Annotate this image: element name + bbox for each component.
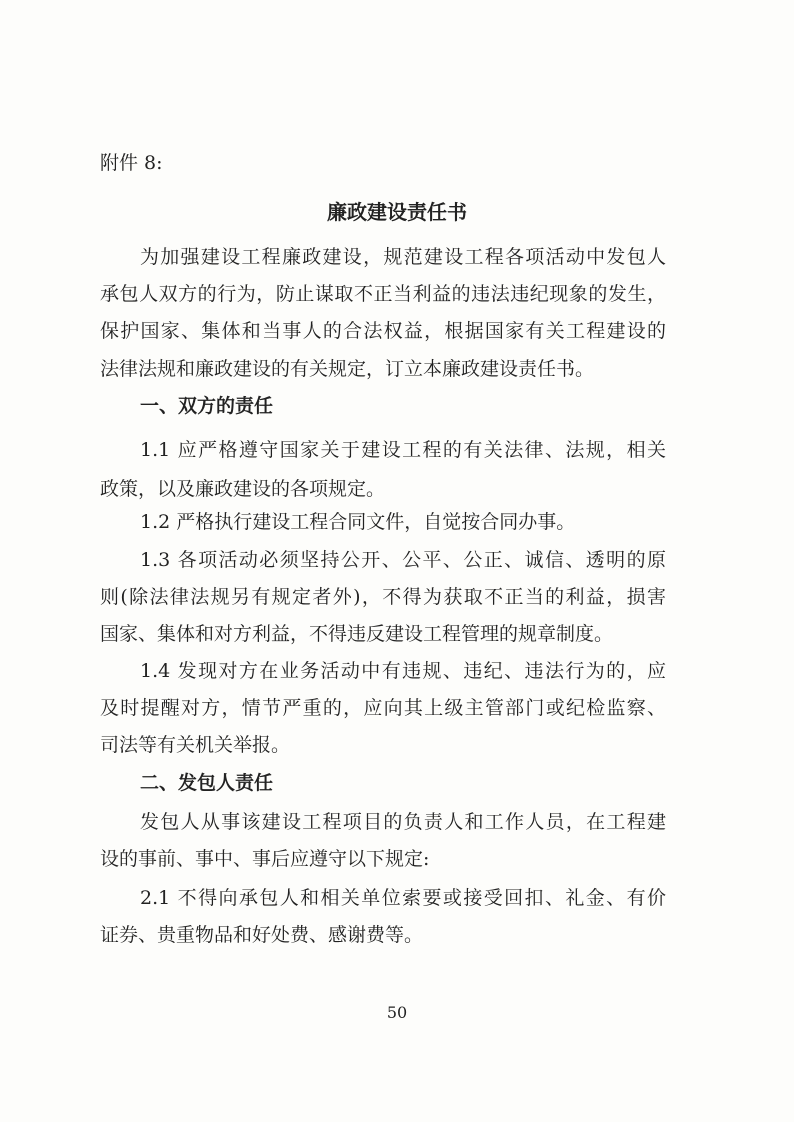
page-number: 50 bbox=[386, 1003, 408, 1022]
attachment-label: 附件 8: bbox=[100, 152, 163, 174]
paragraph-line: 及时提醒对方，情节严重的，应向其上级主管部门或纪检监察、 bbox=[100, 697, 666, 719]
paragraph-line: 1.2 严格执行建设工程合同文件，自觉按合同办事。 bbox=[140, 511, 576, 533]
paragraph-line: 法律法规和廉政建设的有关规定，订立本廉政建设责任书。 bbox=[100, 358, 595, 380]
paragraph-line: 发包人从事该建设工程项目的负责人和工作人员，在工程建 bbox=[140, 811, 666, 833]
paragraph-line: 则(除法律法规另有规定者外)，不得为获取不正当的利益，损害 bbox=[100, 586, 666, 608]
paragraph-line: 1.3 各项活动必须坚持公开、公平、公正、诚信、透明的原 bbox=[140, 549, 666, 571]
section-heading: 一、双方的责任 bbox=[140, 395, 274, 417]
paragraph-line: 国家、集体和对方利益，不得违反建设工程管理的规章制度。 bbox=[100, 623, 614, 645]
paragraph-line: 保护国家、集体和当事人的合法权益，根据国家有关工程建设的 bbox=[100, 320, 666, 342]
paragraph-line: 证券、贵重物品和好处费、感谢费等。 bbox=[100, 924, 424, 946]
paragraph-line: 承包人双方的行为，防止谋取不正当利益的违法违纪现象的发生， bbox=[100, 283, 666, 305]
paragraph-line: 为加强建设工程廉政建设，规范建设工程各项活动中发包人 bbox=[140, 246, 666, 268]
document-title: 廉政建设责任书 bbox=[327, 200, 467, 224]
paragraph-line: 司法等有关机关举报。 bbox=[100, 734, 291, 756]
paragraph-line: 2.1 不得向承包人和相关单位索要或接受回扣、礼金、有价 bbox=[140, 887, 666, 909]
paragraph-line: 1.1 应严格遵守国家关于建设工程的有关法律、法规，相关 bbox=[140, 439, 666, 461]
paragraph-line: 政策，以及廉政建设的各项规定。 bbox=[100, 478, 386, 500]
paragraph-line: 1.4 发现对方在业务活动中有违规、违纪、违法行为的，应 bbox=[140, 660, 666, 682]
paragraph-line: 设的事前、事中、事后应遵守以下规定: bbox=[100, 848, 430, 870]
section-heading: 二、发包人责任 bbox=[140, 772, 274, 794]
